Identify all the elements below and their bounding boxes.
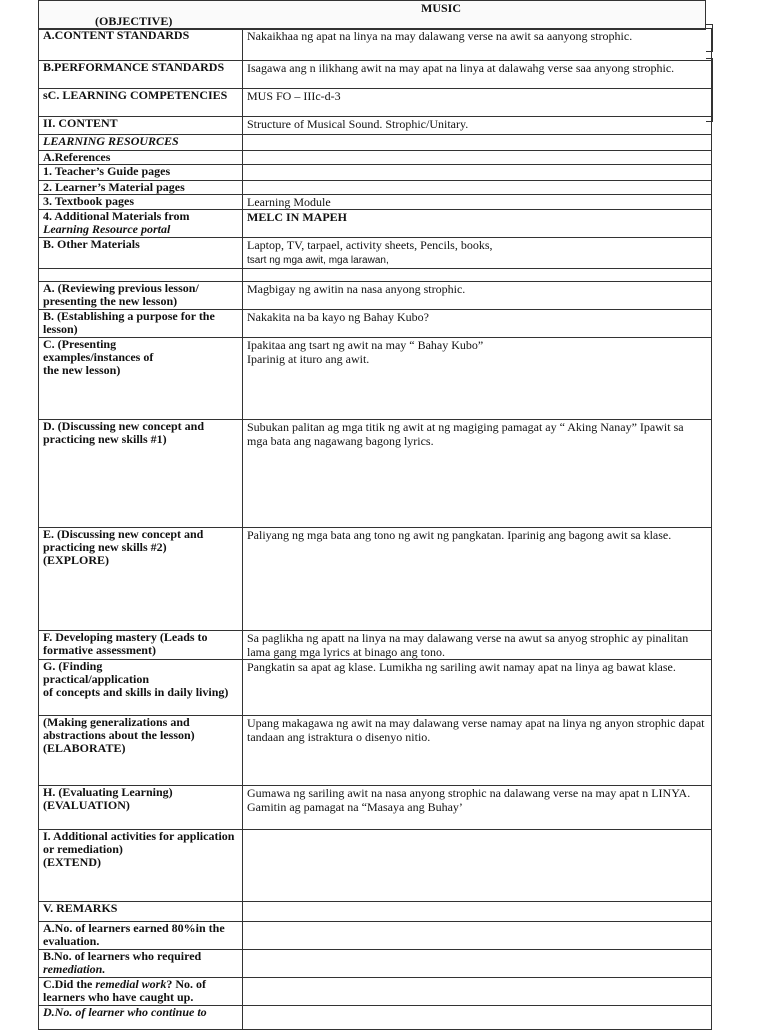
finding-label-line3: of concepts and skills in daily living) (43, 685, 229, 699)
empty-cell (243, 135, 712, 151)
presenting-label-line1: C. (Presenting (43, 337, 117, 351)
presenting-label-line2: examples/instances of (43, 350, 154, 364)
finding-application-label (39, 660, 243, 716)
table-row (39, 195, 712, 210)
table-row (39, 660, 712, 716)
lesson-plan-header (38, 0, 706, 30)
table-row (39, 61, 712, 89)
right-margin-bracket (706, 58, 713, 122)
empty-cell (39, 269, 243, 282)
finding-label-line1: G. (Finding (43, 659, 103, 673)
empty-cell (243, 165, 712, 181)
presenting-examples-label (39, 338, 243, 420)
empty-cell (243, 978, 712, 1006)
generalizations-value: Upang makagawa ng awit na may dalawang verse namay apat na linya ng anyon strophic dapat tandaan ang istraktura o disenyo nitio. (243, 716, 712, 786)
table-row (39, 922, 712, 950)
evaluation-tag: (EVALUATION) (43, 798, 130, 812)
subject-title: MUSIC (421, 1, 462, 15)
table-row (39, 29, 712, 61)
remark-d-label: D.No. of learner who continue to (39, 1006, 243, 1030)
table-row (39, 310, 712, 338)
table-row (39, 89, 712, 117)
evaluating-learning-label (39, 786, 243, 830)
discussing-skills-1-label: D. (Discussing new concept and practicing new skills #1) (39, 420, 243, 528)
textbook-value: Learning Module (243, 195, 712, 210)
learning-resources-label: LEARNING RESOURCES (39, 135, 243, 151)
reviewing-lesson-label: A. (Reviewing previous lesson/ presenting the new lesson) (39, 282, 243, 310)
table-row (39, 1006, 712, 1030)
content-standards-label: A.CONTENT STANDARDS (39, 29, 243, 61)
finding-application-value: Pangkatin sa apat ag klase. Lumikha ng sariling awit namay apat na linya ag bawat klase. (243, 660, 712, 716)
remark-c-post: ? No. of learners who have caught up. (43, 977, 207, 1004)
reviewing-lesson-value: Magbigay ng awitin na nasa anyong strophic. (243, 282, 712, 310)
empty-cell (243, 269, 712, 282)
discussing-skills-2-value: Paliyang ng mga bata ang tono ng awit ng pangkatan. Iparinig ang bagong awit sa klase. (243, 528, 712, 631)
additional-activities-text: I. Additional activities for application or remediation) (43, 829, 235, 856)
references-label: A.References (39, 151, 243, 165)
explore-tag: (EXPLORE) (43, 553, 109, 567)
empty-cell (243, 830, 712, 902)
right-margin-bracket (706, 24, 713, 52)
table-row (39, 151, 712, 165)
additional-materials-portal: Learning Resource portal (43, 222, 171, 236)
content-standards-value: Nakaikhaa ng apat na linya na may dalawang verse na awit sa aanyong strophic. (243, 29, 712, 61)
presenting-value-line2: Iparinig at ituro ang awit. (247, 352, 370, 366)
empty-cell (243, 181, 712, 195)
developing-mastery-value: Sa paglikha ng apatt na linya na may dalawang verse na awut sa anyog strophic ay pinalitan lama gang mga lyrics at binago ang tono. (243, 631, 712, 660)
table-row (39, 181, 712, 195)
learning-competencies-label: sC. LEARNING COMPETENCIES (39, 89, 243, 117)
generalizations-text: (Making generalizations and abstractions about the lesson) (43, 715, 195, 742)
remark-c-pre: C.Did the (43, 977, 93, 991)
extend-tag: (EXTEND) (43, 855, 102, 869)
additional-materials-label-text: 4. Additional Materials from (43, 209, 190, 223)
remark-a-label: A.No. of learners earned 80%in the evaluation. (39, 922, 243, 950)
other-materials-line2: tsart ng mga awit, mga larawan, (247, 255, 389, 266)
table-row (39, 631, 712, 660)
table-row (39, 282, 712, 310)
other-materials-label: B. Other Materials (39, 238, 243, 269)
empty-cell (243, 950, 712, 978)
table-row (39, 830, 712, 902)
presenting-examples-value (243, 338, 712, 420)
purpose-value: Nakakita na ba kayo ng Bahay Kubo? (243, 310, 712, 338)
remark-c-italic: remedial work (95, 977, 167, 991)
finding-label-line2: practical/application (43, 672, 149, 686)
empty-cell (243, 1006, 712, 1030)
table-row (39, 135, 712, 151)
table-row (39, 716, 712, 786)
table-row (39, 117, 712, 135)
table-row (39, 269, 712, 282)
remark-b-italic: remediation. (43, 962, 106, 976)
content-label: II. CONTENT (39, 117, 243, 135)
developing-mastery-label: F. Developing mastery (Leads to formative assessment) (39, 631, 243, 660)
table-row (39, 338, 712, 420)
additional-activities-label (39, 830, 243, 902)
remark-c-label (39, 978, 243, 1006)
additional-materials-label (39, 210, 243, 238)
table-row (39, 950, 712, 978)
evaluating-text: H. (Evaluating Learning) (43, 785, 173, 799)
purpose-label: B. (Establishing a purpose for the lesson) (39, 310, 243, 338)
learners-material-label: 2. Learner’s Material pages (39, 181, 243, 195)
table-row (39, 238, 712, 269)
learning-competencies-value: MUS FO – IIIc-d-3 (243, 89, 712, 117)
generalizations-label (39, 716, 243, 786)
table-row (39, 528, 712, 631)
empty-cell (243, 922, 712, 950)
lesson-plan-document (38, 0, 706, 1024)
table-row (39, 420, 712, 528)
textbook-label: 3. Textbook pages (39, 195, 243, 210)
empty-cell (243, 151, 712, 165)
performance-standards-value: Isagawa ang n ilikhang awit na may apat na linya at dalawahg verse saa anyong strophic. (243, 61, 712, 89)
additional-materials-value: MELC IN MAPEH (243, 210, 712, 238)
remark-b-label (39, 950, 243, 978)
empty-cell (243, 902, 712, 922)
lesson-plan-table (38, 28, 712, 1030)
performance-standards-label: B.PERFORMANCE STANDARDS (39, 61, 243, 89)
presenting-value-line1: Ipakitaa ang tsart ng awit na may “ Bahay Kubo” (247, 338, 484, 352)
remark-b-text: B.No. of learners who required (43, 949, 202, 963)
table-row (39, 902, 712, 922)
discussing-skills-2-text: E. (Discussing new concept and practicing new skills #2) (43, 527, 204, 554)
objective-heading: (OBJECTIVE) (95, 14, 173, 28)
teachers-guide-label: 1. Teacher’s Guide pages (39, 165, 243, 181)
other-materials-value (243, 238, 712, 269)
presenting-label-line3: the new lesson) (43, 363, 121, 377)
elaborate-tag: (ELABORATE) (43, 741, 126, 755)
discussing-skills-2-label (39, 528, 243, 631)
content-value: Structure of Musical Sound. Strophic/Unitary. (243, 117, 712, 135)
discussing-skills-1-value: Subukan palitan ag mga titik ng awit at ng magiging pamagat ay “ Aking Nanay” Ipawit sa mga bata ang nagawang bagong lyrics. (243, 420, 712, 528)
table-row (39, 165, 712, 181)
table-row (39, 786, 712, 830)
table-row (39, 210, 712, 238)
remarks-label: V. REMARKS (39, 902, 243, 922)
evaluating-learning-value: Gumawa ng sariling awit na nasa anyong strophic na dalawang verse na may apat n LINYA. Gamitin ag pamagat na “Masaya ang Buhay’ (243, 786, 712, 830)
table-row (39, 978, 712, 1006)
other-materials-line1: Laptop, TV, tarpael, activity sheets, Pencils, books, (247, 238, 493, 252)
